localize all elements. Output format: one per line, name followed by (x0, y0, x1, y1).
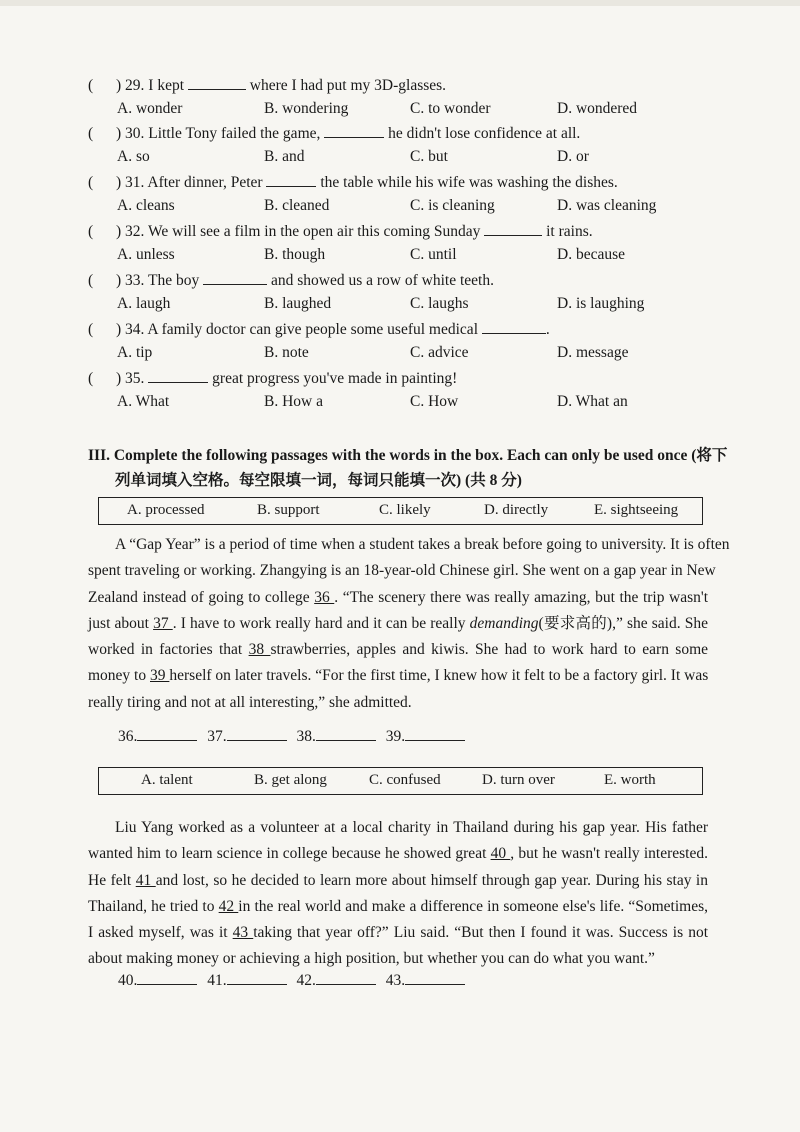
option-b[interactable]: B. wondering (264, 100, 349, 117)
passage-2 (88, 815, 708, 973)
option-c[interactable]: C. advice (410, 344, 469, 361)
word-box-1 (98, 497, 703, 525)
answer-blank (203, 270, 267, 285)
passage-line: A “Gap Year” is a period of time when a student takes a break before going to university. It is often (115, 536, 730, 553)
answer-field-43[interactable] (405, 972, 465, 985)
blank-41: 41 (135, 871, 156, 889)
option-b[interactable]: B. and (264, 148, 305, 165)
option-a[interactable]: A. cleans (117, 197, 175, 214)
page-edge (0, 0, 800, 6)
passage-line: money to 39 herself on later travels. “For the first time, I knew how it felt to be a factory girl. It was (88, 667, 709, 685)
word-option: B. support (257, 502, 320, 518)
option-c[interactable]: C. to wonder (410, 100, 491, 117)
word-option: C. confused (369, 772, 441, 788)
word-option: A. talent (141, 772, 193, 788)
passage-1 (88, 532, 730, 716)
blank-43: 43 (232, 924, 254, 942)
passage-line: He felt 41 and lost, so he decided to learn more about himself through gap year. During his stay in (88, 871, 708, 889)
option-a[interactable]: A. so (117, 148, 150, 165)
question-35: ( ) 35. great progress you've made in painting! (88, 370, 458, 387)
option-c[interactable]: C. but (410, 148, 448, 165)
word-option: E. sightseeing (594, 502, 679, 518)
answer-blank (324, 123, 384, 138)
question-31: ( ) 31. After dinner, Peter the table while his wife was washing the dishes. (88, 174, 618, 191)
option-d[interactable]: D. message (557, 344, 629, 361)
question-30: ( ) 30. Little Tony failed the game, he didn't lose confidence at all. (88, 125, 581, 142)
passage-line: just about 37 . I have to work really hard and it can be really demanding(要求高的),” she said. She (88, 614, 708, 632)
option-c[interactable]: C. How (410, 393, 459, 410)
blank-36: 36 (314, 588, 335, 606)
option-a[interactable]: A. wonder (117, 100, 183, 117)
option-b[interactable]: B. note (264, 344, 309, 361)
answer-blank (482, 319, 546, 334)
option-a[interactable]: A. laugh (117, 295, 171, 312)
option-c[interactable]: C. until (410, 246, 457, 263)
passage-line: Zealand instead of going to college 36 . “The scenery there was really amazing, but the trip wasn't (88, 588, 709, 606)
word-option: E. worth (604, 772, 656, 788)
blank-40: 40 (490, 845, 511, 863)
answer-field-36[interactable] (137, 728, 197, 741)
word-option: D. directly (484, 502, 549, 518)
blank-38: 38 (248, 641, 271, 659)
answer-line-2: 40. 41. 42. 43. (118, 972, 471, 990)
passage-line: spent traveling or working. Zhangying is an 18-year-old Chinese girl. She went on a gap year in New (88, 562, 716, 580)
option-c[interactable]: C. is cleaning (410, 197, 495, 214)
option-d[interactable]: D. What an (557, 393, 628, 410)
passage-line: Thailand, he tried to 42 in the real world and make a difference in someone else's life. “Sometimes, (88, 897, 709, 915)
question-32: ( ) 32. We will see a film in the open air this coming Sunday it rains. (88, 223, 593, 240)
word-option: A. processed (127, 502, 205, 518)
option-d[interactable]: D. was cleaning (557, 197, 657, 214)
option-d[interactable]: D. wondered (557, 100, 638, 117)
option-a[interactable]: A. What (117, 393, 170, 410)
answer-blank (148, 368, 208, 383)
answer-blank (484, 221, 542, 236)
option-a[interactable]: A. unless (117, 246, 175, 263)
answer-blank (266, 172, 316, 187)
word-box-2 (98, 767, 703, 795)
word-option: C. likely (379, 502, 431, 518)
word-option: B. get along (254, 772, 327, 788)
answer-field-37[interactable] (227, 728, 287, 741)
passage-line: Liu Yang worked as a volunteer at a local charity in Thailand during his gap year. His father (115, 819, 708, 836)
answer-field-39[interactable] (405, 728, 465, 741)
option-d[interactable]: D. because (557, 246, 625, 263)
passage-line: really tiring and not at all interesting,” she admitted. (88, 693, 412, 711)
answer-line-1: 36. 37. 38. 39. (118, 728, 471, 746)
section-title-cn: 列单词填入空格。每空限填一词，每词只能填一次) (共 8 分) (115, 472, 522, 489)
option-c[interactable]: C. laughs (410, 295, 469, 312)
option-d[interactable]: D. is laughing (557, 295, 645, 312)
answer-field-38[interactable] (316, 728, 376, 741)
passage-line: about making money or achieving a high position, but whether you can do what you want.” (88, 950, 655, 968)
blank-39: 39 (150, 667, 170, 685)
question-29: ( ) 29. I kept where I had put my 3D-glasses. (88, 77, 447, 94)
passage-line: I asked myself, was it 43 taking that year off?” Liu said. “But then I found it was. Success is not (88, 924, 709, 942)
option-d[interactable]: D. or (557, 148, 589, 165)
section-heading (88, 443, 728, 493)
blank-42: 42 (218, 897, 239, 915)
question-33: ( ) 33. The boy and showed us a row of white teeth. (88, 272, 494, 289)
option-b[interactable]: B. How a (264, 393, 323, 410)
option-b[interactable]: B. though (264, 246, 326, 263)
option-b[interactable]: B. laughed (264, 295, 332, 312)
option-a[interactable]: A. tip (117, 344, 153, 361)
word-option: D. turn over (482, 772, 555, 788)
option-b[interactable]: B. cleaned (264, 197, 330, 214)
passage-line: wanted him to learn science in college because he showed great 40 , but he wasn't really interested. (88, 845, 708, 863)
answer-field-42[interactable] (316, 972, 376, 985)
blank-37: 37 (153, 614, 173, 632)
answer-field-41[interactable] (227, 972, 287, 985)
passage-line: worked in factories that 38 strawberries, apples and kiwis. She had to work hard to earn some (88, 641, 709, 659)
answer-field-40[interactable] (137, 972, 197, 985)
section-title-en: III. Complete the following passages with the words in the box. Each can only be used once (将下 (88, 447, 728, 464)
question-34: ( ) 34. A family doctor can give people some useful medical . (88, 321, 550, 338)
answer-blank (188, 75, 246, 90)
